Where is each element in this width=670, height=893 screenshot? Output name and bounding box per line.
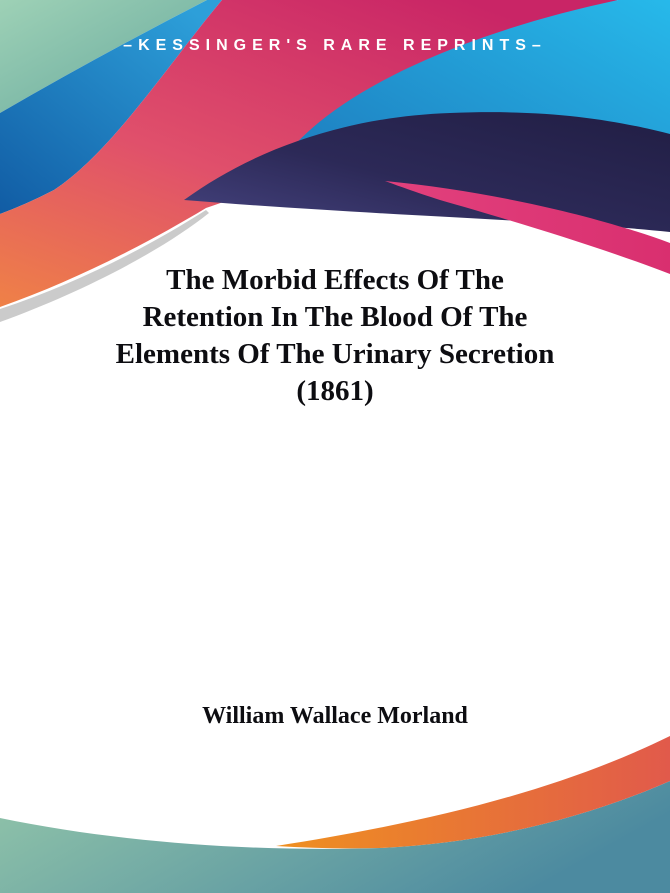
title-line-1: The Morbid Effects Of The: [166, 264, 504, 296]
publisher-banner: –KESSINGER'S RARE REPRINTS–: [123, 37, 547, 54]
book-title: [40, 262, 630, 410]
title-line-4: (1861): [296, 375, 374, 407]
book-author: William Wallace Morland: [202, 703, 468, 729]
title-line-3: Elements Of The Urinary Secretion: [115, 338, 555, 370]
title-line-2: Retention In The Blood Of The: [142, 301, 528, 333]
